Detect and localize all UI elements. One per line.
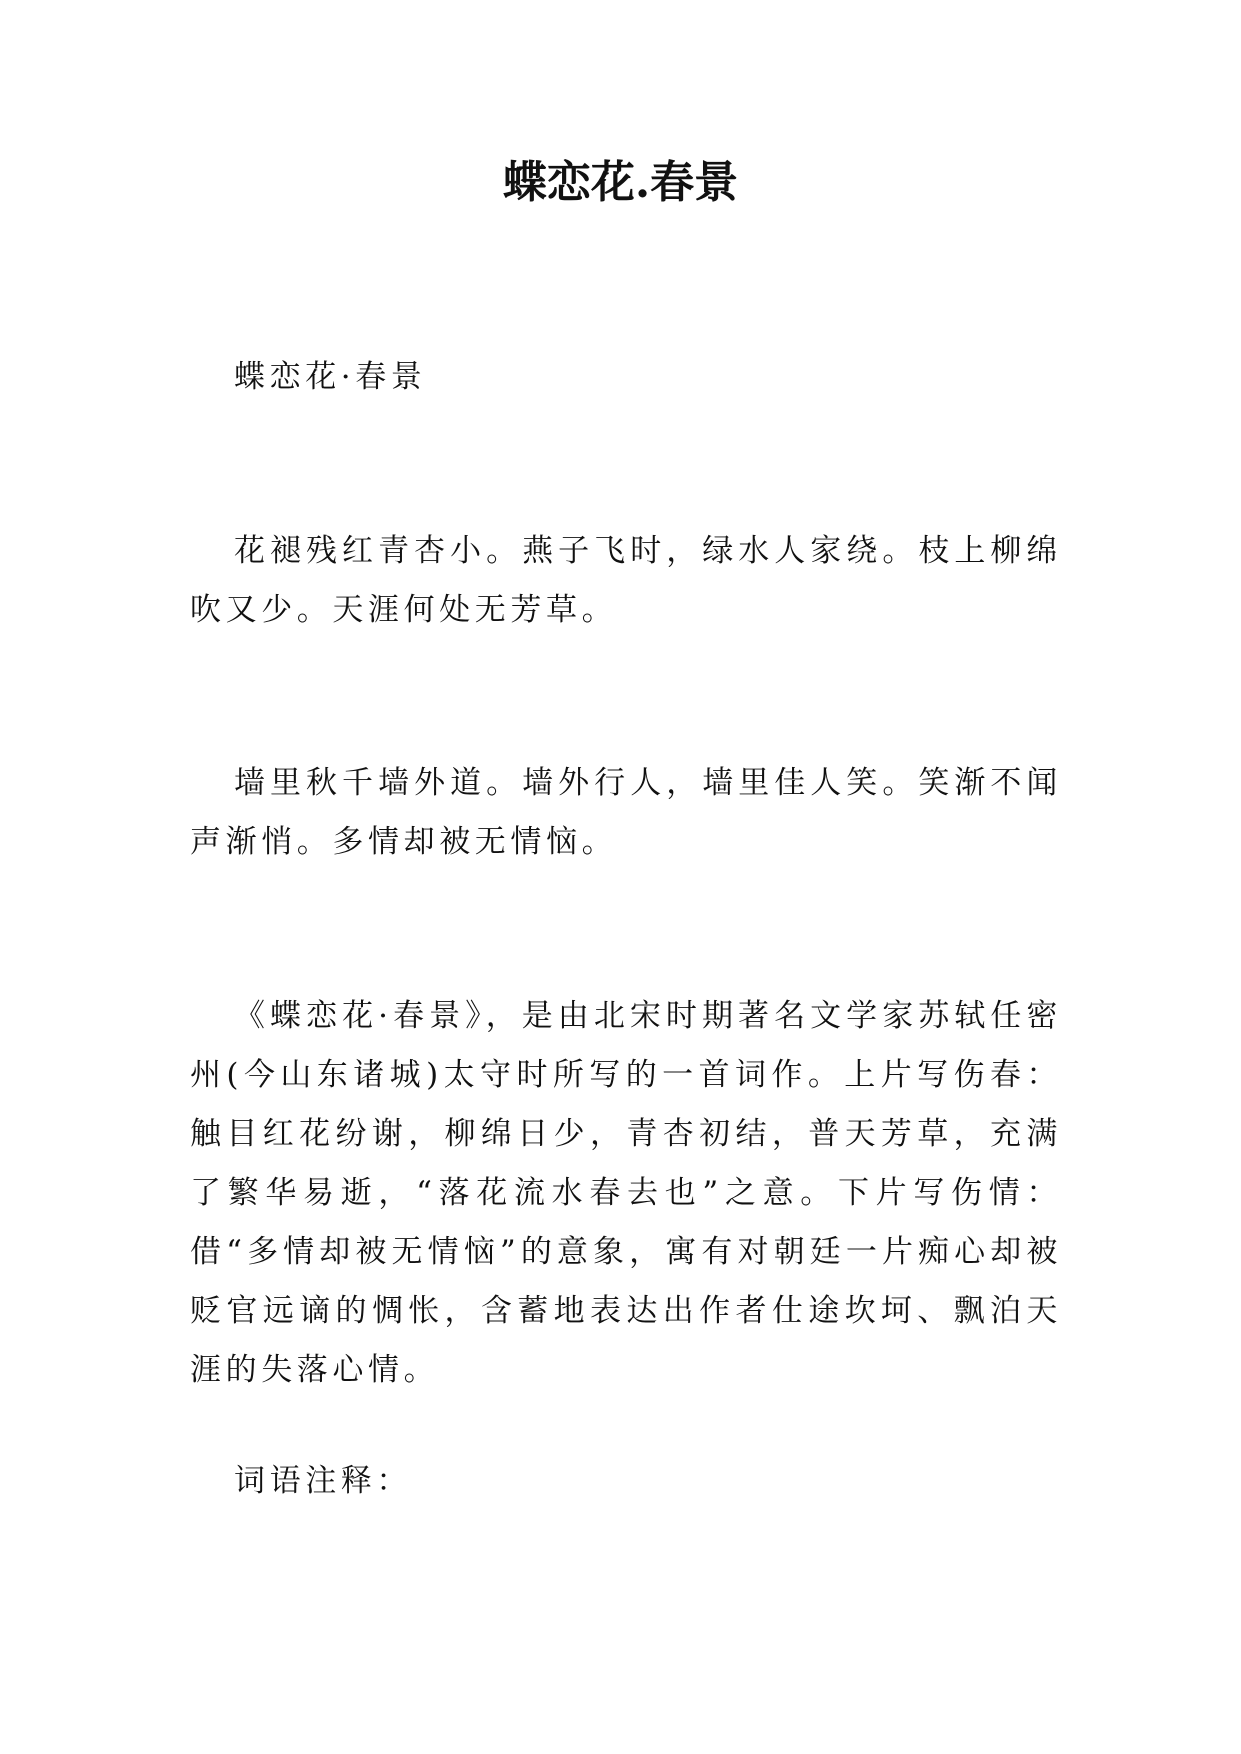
poem-subtitle: 蝶恋花·春景 bbox=[234, 359, 427, 395]
poem-stanza-2: 墙里秋千墙外道。墙外行人，墙里佳人笑。笑渐不闻声渐悄。多情却被无情恼。 bbox=[190, 765, 1062, 860]
document-title: 蝶恋花.春景 bbox=[502, 157, 739, 208]
poem-introduction: 《蝶恋花·春景》，是由北宋时期著名文学家苏轼任密州(今山东诸城)太守时所写的一首词作。上片写伤春：触目红花纷谢，柳绵日少，青杏初结，普天芳草，充满了繁华易逝，“落花流水春去也”之意。下片写伤情：借“多情却被无情恼”的意象，寓有对朝廷一片痴心却被贬官远谪的惆怅，含蓄地表达出作者仕途坎坷、飘泊天涯的失落心情。 bbox=[190, 998, 1062, 1388]
poem-stanza-1: 花褪残红青杏小。燕子飞时，绿水人家绕。枝上柳绵吹又少。天涯何处无芳草。 bbox=[190, 533, 1062, 628]
notes-heading: 词语注释： bbox=[234, 1463, 412, 1499]
